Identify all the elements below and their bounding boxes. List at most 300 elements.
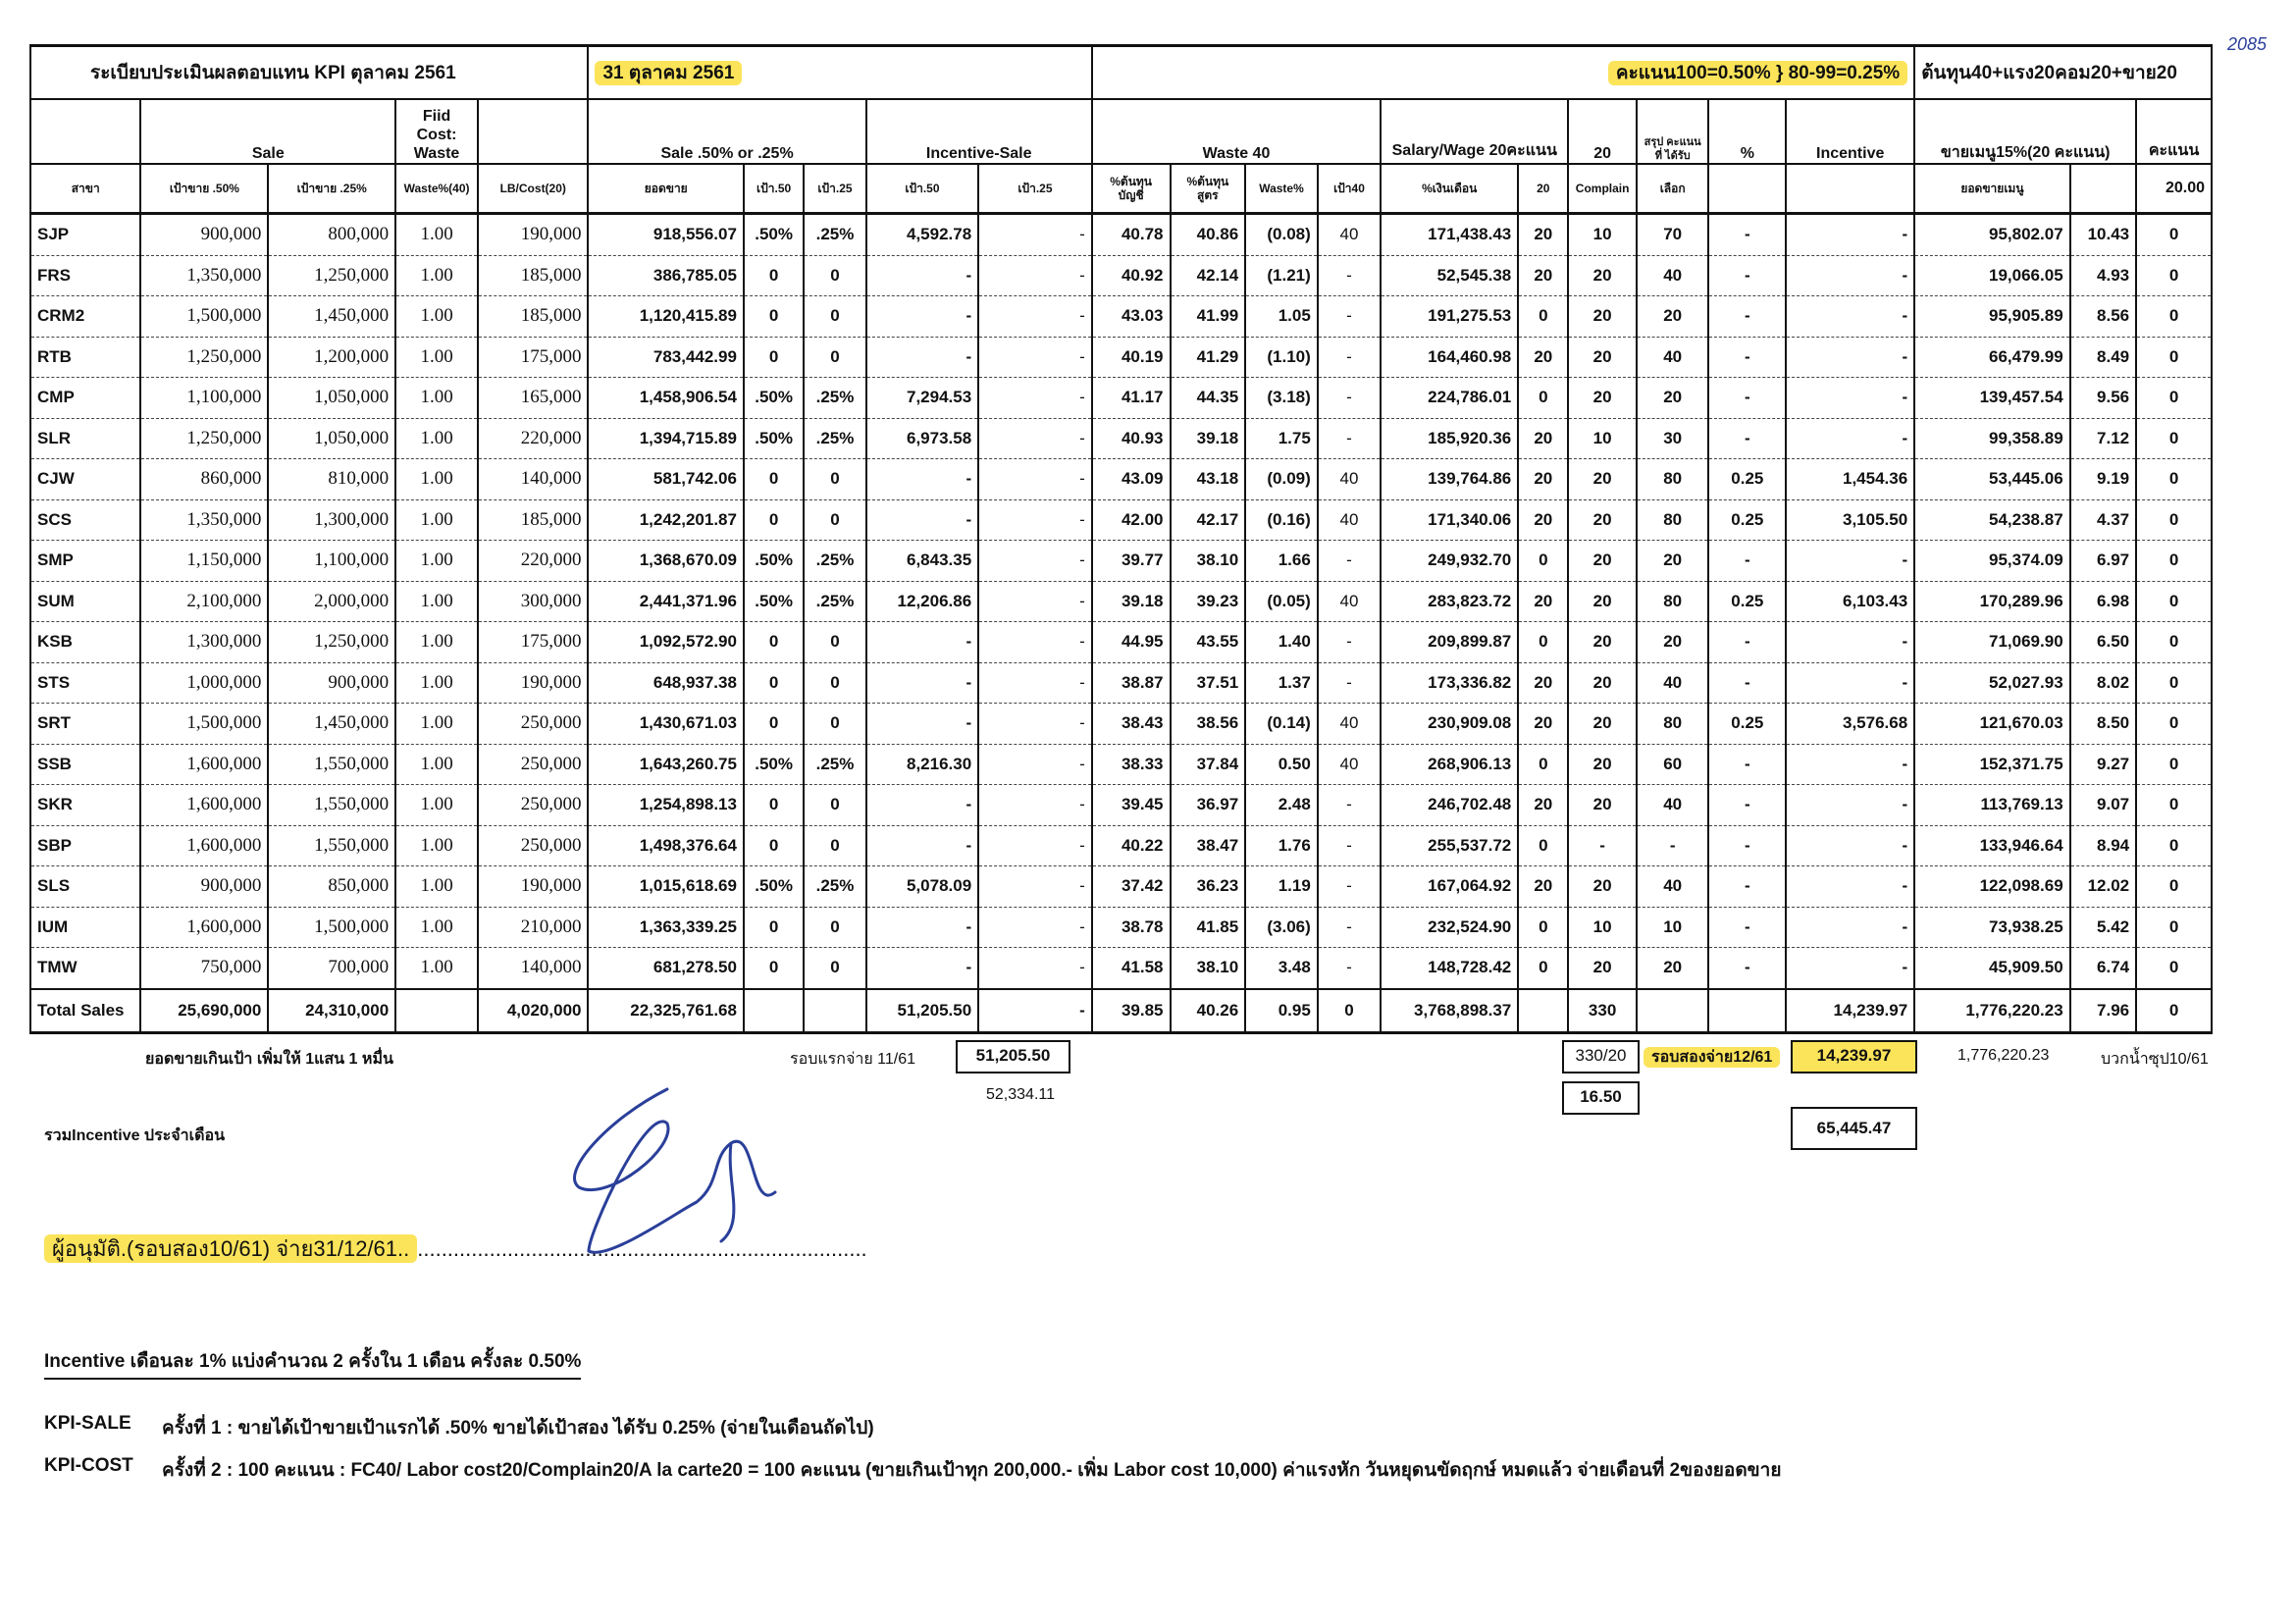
table-cell: 20 [1568, 704, 1637, 745]
table-cell: 152,371.75 [1914, 744, 2069, 785]
table-cell: - [866, 296, 979, 338]
branch-code: SSB [30, 744, 140, 785]
totals-cell: 39.85 [1092, 989, 1171, 1033]
table-cell: 0 [804, 825, 865, 866]
table-cell: 139,457.54 [1914, 378, 2069, 419]
table-cell: 95,905.89 [1914, 296, 2069, 338]
table-cell: - [978, 255, 1092, 296]
table-cell: 40.86 [1171, 214, 1246, 256]
weights: ต้นทุน40+แรง20คอม20+ขาย20 [1914, 46, 2212, 100]
table-cell: - [866, 459, 979, 500]
table-cell: - [1786, 948, 1914, 989]
totals-cell: 0.95 [1245, 989, 1318, 1033]
table-cell: - [1708, 622, 1786, 663]
table-cell: 40 [1637, 337, 1709, 378]
totals-cell: 40.26 [1171, 989, 1246, 1033]
table-cell: 2.48 [1245, 785, 1318, 826]
table-cell: .25% [804, 378, 865, 419]
table-cell: - [978, 296, 1092, 338]
table-cell: 38.78 [1092, 907, 1171, 948]
table-row [30, 581, 2212, 622]
table-cell: 42.17 [1171, 499, 1246, 541]
table-cell: 185,920.36 [1381, 418, 1518, 459]
table-cell: - [978, 907, 1092, 948]
table-cell: 750,000 [140, 948, 268, 989]
table-cell: .50% [744, 744, 804, 785]
branch-code: CMP [30, 378, 140, 419]
table-cell: - [978, 378, 1092, 419]
table-cell: 0 [744, 825, 804, 866]
table-cell: 1,450,000 [268, 704, 395, 745]
table-cell: 39.45 [1092, 785, 1171, 826]
table-cell: 171,340.06 [1381, 499, 1518, 541]
table-cell: 648,937.38 [588, 662, 743, 704]
table-cell: 12,206.86 [866, 581, 979, 622]
table-cell: 0 [744, 499, 804, 541]
totals-cell [1637, 989, 1709, 1033]
table-cell: 36.97 [1171, 785, 1246, 826]
table-cell: - [1708, 785, 1786, 826]
table-cell: - [1786, 744, 1914, 785]
table-cell: 40 [1637, 785, 1709, 826]
table-cell: (1.10) [1245, 337, 1318, 378]
table-row [30, 704, 2212, 745]
table-cell: 80 [1637, 581, 1709, 622]
table-cell: - [866, 704, 979, 745]
table-cell: 39.18 [1171, 418, 1246, 459]
table-cell: - [1318, 785, 1381, 826]
table-cell: 167,064.92 [1381, 866, 1518, 908]
table-cell: 80 [1637, 499, 1709, 541]
branch-code: SKR [30, 785, 140, 826]
table-cell: 0 [804, 907, 865, 948]
table-cell: .50% [744, 214, 804, 256]
table-cell: 1,300,000 [268, 499, 395, 541]
percent-header: % [1708, 99, 1786, 164]
table-cell: 190,000 [478, 214, 589, 256]
table-cell: 43.55 [1171, 622, 1246, 663]
table-cell: 0.25 [1708, 704, 1786, 745]
table-row [30, 825, 2212, 866]
table-cell: - [978, 622, 1092, 663]
table-cell: 1.00 [395, 825, 478, 866]
table-cell: - [1708, 825, 1786, 866]
table-cell: 1.00 [395, 662, 478, 704]
table-row [30, 866, 2212, 908]
table-cell: 20 [1568, 499, 1637, 541]
table-cell: 4.37 [2070, 499, 2136, 541]
table-cell: 0 [744, 459, 804, 500]
table-cell: 38.10 [1171, 541, 1246, 582]
table-row [30, 662, 2212, 704]
header-row-2 [30, 164, 2212, 214]
table-cell: 71,069.90 [1914, 622, 2069, 663]
table-cell: 1,250,000 [268, 622, 395, 663]
table-cell: - [1786, 337, 1914, 378]
table-cell: 12.02 [2070, 866, 2136, 908]
table-cell: - [1318, 255, 1381, 296]
table-cell: 9.07 [2070, 785, 2136, 826]
table-cell: 0 [2136, 785, 2212, 826]
table-cell: 1,363,339.25 [588, 907, 743, 948]
table-cell: 43.18 [1171, 459, 1246, 500]
table-row [30, 214, 2212, 256]
table-cell: 99,358.89 [1914, 418, 2069, 459]
table-cell: 40.78 [1092, 214, 1171, 256]
table-cell: .50% [744, 541, 804, 582]
table-cell: 20 [1518, 214, 1568, 256]
table-cell: 255,537.72 [1381, 825, 1518, 866]
table-cell: 39.23 [1171, 581, 1246, 622]
totals-row [30, 989, 2212, 1033]
totals-cell: 22,325,761.68 [588, 989, 743, 1033]
table-cell: - [978, 418, 1092, 459]
table-cell: - [1318, 337, 1381, 378]
kpi-sale-label: KPI-SALE [44, 1413, 131, 1434]
table-cell: - [978, 744, 1092, 785]
sale-group-header: Sale [140, 99, 395, 164]
table-cell: 9.27 [2070, 744, 2136, 785]
table-cell: .25% [804, 866, 865, 908]
table-cell: 0.25 [1708, 459, 1786, 500]
table-cell: 20 [1518, 418, 1568, 459]
table-cell: - [1318, 622, 1381, 663]
table-cell: 20 [1568, 541, 1637, 582]
table-cell: 4,592.78 [866, 214, 979, 256]
table-cell: - [1786, 866, 1914, 908]
table-cell: 783,442.99 [588, 337, 743, 378]
table-cell: 53,445.06 [1914, 459, 2069, 500]
table-cell: 250,000 [478, 744, 589, 785]
table-cell: 20 [1637, 541, 1709, 582]
table-row [30, 948, 2212, 989]
table-row [30, 744, 2212, 785]
table-cell: 810,000 [268, 459, 395, 500]
round2-label-cell [1644, 1045, 1780, 1070]
table-cell: 1.00 [395, 296, 478, 338]
table-cell: 185,000 [478, 499, 589, 541]
table-cell: 1,050,000 [268, 418, 395, 459]
salary-header: Salary/Wage 20คะแนน [1381, 99, 1568, 164]
table-cell: 0 [744, 337, 804, 378]
table-cell: 36.23 [1171, 866, 1246, 908]
incentive-sale-header: Incentive-Sale [866, 99, 1092, 164]
table-cell: 0 [1518, 541, 1568, 582]
table-cell: .50% [744, 866, 804, 908]
totals-cell: 4,020,000 [478, 989, 589, 1033]
table-cell: 20 [1568, 459, 1637, 500]
table-cell: 39.18 [1092, 581, 1171, 622]
table-cell: 1,100,000 [268, 541, 395, 582]
round1-label: รอบแรกจ่าย 11/61 [790, 1051, 915, 1068]
table-cell: 0 [2136, 418, 2212, 459]
table-row [30, 499, 2212, 541]
table-cell: 20 [1637, 296, 1709, 338]
round1-value: 51,205.50 [956, 1040, 1070, 1073]
table-cell: 1,394,715.89 [588, 418, 743, 459]
table-cell: 0.50 [1245, 744, 1318, 785]
table-cell: (0.09) [1245, 459, 1318, 500]
table-cell: 1,150,000 [140, 541, 268, 582]
corner-mark: 2085 [2227, 34, 2268, 54]
table-cell: 37.42 [1092, 866, 1171, 908]
table-cell: 0 [744, 662, 804, 704]
table-cell: 0 [2136, 622, 2212, 663]
table-cell: 1,200,000 [268, 337, 395, 378]
table-cell: - [1708, 866, 1786, 908]
col-header-17: เลือก [1637, 164, 1709, 214]
table-cell: - [1318, 418, 1381, 459]
table-cell: - [1786, 622, 1914, 663]
table-cell: 185,000 [478, 296, 589, 338]
table-cell: - [1318, 662, 1381, 704]
branch-code: SBP [30, 825, 140, 866]
fiid-header: Fiid Cost: Waste [395, 99, 478, 164]
branch-code: SUM [30, 581, 140, 622]
table-cell: 6.74 [2070, 948, 2136, 989]
table-cell: 20 [1518, 785, 1568, 826]
table-cell: - [1708, 337, 1786, 378]
table-cell: 40 [1637, 662, 1709, 704]
table-cell: 0 [2136, 214, 2212, 256]
table-cell: - [866, 255, 979, 296]
col-header-15: 20 [1518, 164, 1568, 214]
table-cell: 1.76 [1245, 825, 1318, 866]
table-cell: 1,454.36 [1786, 459, 1914, 500]
table-cell: 0 [804, 622, 865, 663]
table-cell: 0 [2136, 704, 2212, 745]
table-cell: 1,000,000 [140, 662, 268, 704]
table-cell: 0 [804, 704, 865, 745]
table-cell: 0 [804, 785, 865, 826]
table-row [30, 907, 2212, 948]
table-cell: 113,769.13 [1914, 785, 2069, 826]
table-cell: 0 [744, 907, 804, 948]
table-cell: 5,078.09 [866, 866, 979, 908]
table-cell: 38.10 [1171, 948, 1246, 989]
table-cell: 20 [1637, 948, 1709, 989]
table-cell: 0 [2136, 541, 2212, 582]
table-cell: (0.14) [1245, 704, 1318, 745]
branch-code: FRS [30, 255, 140, 296]
table-cell: 0 [744, 785, 804, 826]
table-cell: 1.19 [1245, 866, 1318, 908]
table-cell: - [1786, 662, 1914, 704]
table-cell: 250,000 [478, 704, 589, 745]
table-cell: 43.09 [1092, 459, 1171, 500]
table-cell: 43.03 [1092, 296, 1171, 338]
table-cell: - [978, 581, 1092, 622]
table-cell: 1,250,000 [140, 418, 268, 459]
table-cell: 386,785.05 [588, 255, 743, 296]
report-date-cell [588, 46, 1091, 100]
table-cell: 8.94 [2070, 825, 2136, 866]
col-header-3: Waste%(40) [395, 164, 478, 214]
table-cell: 20 [1568, 296, 1637, 338]
table-cell: 170,289.96 [1914, 581, 2069, 622]
branch-code: CRM2 [30, 296, 140, 338]
table-cell: .25% [804, 214, 865, 256]
table-cell: 0 [1518, 744, 1568, 785]
table-cell: - [978, 459, 1092, 500]
table-cell: 1,430,671.03 [588, 704, 743, 745]
table-cell: 40.93 [1092, 418, 1171, 459]
table-cell: 1.00 [395, 541, 478, 582]
table-cell: 1.00 [395, 866, 478, 908]
col-header-6: เป้า.50 [744, 164, 804, 214]
table-cell: 9.19 [2070, 459, 2136, 500]
table-cell: 190,000 [478, 662, 589, 704]
table-cell: 900,000 [268, 662, 395, 704]
table-cell: - [1786, 214, 1914, 256]
table-cell: 191,275.53 [1381, 296, 1518, 338]
table-cell: 0 [804, 255, 865, 296]
table-cell: 40 [1318, 459, 1381, 500]
table-cell: 38.87 [1092, 662, 1171, 704]
table-cell: - [1318, 296, 1381, 338]
table-cell: 95,374.09 [1914, 541, 2069, 582]
branch-code: SLR [30, 418, 140, 459]
table-cell: 1,350,000 [140, 499, 268, 541]
kpi-table [29, 44, 2213, 1034]
table-cell: 0 [804, 337, 865, 378]
title-row [30, 46, 2212, 100]
table-cell: 0.25 [1708, 499, 1786, 541]
table-row [30, 418, 2212, 459]
table-cell: 300,000 [478, 581, 589, 622]
table-cell: 1,242,201.87 [588, 499, 743, 541]
table-cell: 40 [1318, 581, 1381, 622]
col-header-1: เป้าขาย .50% [140, 164, 268, 214]
table-cell: 1,450,000 [268, 296, 395, 338]
totals-cell: 14,239.97 [1786, 989, 1914, 1033]
table-row [30, 459, 2212, 500]
table-cell: 20 [1568, 622, 1637, 663]
table-cell: 0 [2136, 825, 2212, 866]
table-cell: 173,336.82 [1381, 662, 1518, 704]
table-cell: 1.40 [1245, 622, 1318, 663]
branch-code: IUM [30, 907, 140, 948]
table-cell: - [1708, 378, 1786, 419]
table-cell: 41.99 [1171, 296, 1246, 338]
table-cell: 1,368,670.09 [588, 541, 743, 582]
table-cell: - [1708, 296, 1786, 338]
table-cell: 220,000 [478, 541, 589, 582]
table-cell: 20 [1637, 622, 1709, 663]
table-cell: 1,458,906.54 [588, 378, 743, 419]
table-cell: 8.49 [2070, 337, 2136, 378]
table-cell: 0.25 [1708, 581, 1786, 622]
table-cell: 140,000 [478, 459, 589, 500]
kpi-sale-text: ครั้งที่ 1 : ขายได้เป้าขายเป้าแรกได้ .50% ขายได้เป้าสอง ได้รับ 0.25% (จ่ายในเดือนถัดไป) [162, 1418, 874, 1439]
table-cell: 0 [2136, 337, 2212, 378]
table-cell: 52,545.38 [1381, 255, 1518, 296]
totals-cell: - [978, 989, 1092, 1033]
branch-code: SRT [30, 704, 140, 745]
round2-value: 14,239.97 [1791, 1040, 1917, 1073]
table-cell: 20 [1568, 581, 1637, 622]
col-header-10: %ต้นทุน บัญชี [1092, 164, 1171, 214]
table-cell: 44.35 [1171, 378, 1246, 419]
table-cell: 1,643,260.75 [588, 744, 743, 785]
table-cell: 249,932.70 [1381, 541, 1518, 582]
table-cell: 0 [744, 948, 804, 989]
round2-label: รอบสองจ่าย12/61 [1644, 1047, 1780, 1068]
col-header-16: Complain [1568, 164, 1637, 214]
table-cell: - [1708, 214, 1786, 256]
incentive-note: Incentive เดือนละ 1% แบ่งคำนวณ 2 ครั้งใน 1 เดือน ครั้งละ 0.50% [44, 1346, 581, 1380]
table-cell: 1,100,000 [140, 378, 268, 419]
table-cell: 3,105.50 [1786, 499, 1914, 541]
table-cell: 3.48 [1245, 948, 1318, 989]
table-cell: - [1568, 825, 1637, 866]
table-cell: 2,441,371.96 [588, 581, 743, 622]
table-cell: 1,350,000 [140, 255, 268, 296]
menu-header: ขายเมนู15%(20 คะแนน) [1914, 99, 2136, 164]
table-cell: 40.19 [1092, 337, 1171, 378]
monthly-total: 65,445.47 [1791, 1107, 1917, 1150]
table-cell: - [1708, 418, 1786, 459]
table-cell: 0 [2136, 907, 2212, 948]
table-cell: 1,120,415.89 [588, 296, 743, 338]
score-rule: คะแนน100=0.50% } 80-99=0.25% [1608, 61, 1907, 85]
table-cell: 581,742.06 [588, 459, 743, 500]
table-cell: 283,823.72 [1381, 581, 1518, 622]
table-cell: - [1786, 418, 1914, 459]
table-cell: 0 [804, 662, 865, 704]
branch-code: SLS [30, 866, 140, 908]
table-cell: - [1786, 785, 1914, 826]
table-cell: 20 [1518, 337, 1568, 378]
totals-cell: 0 [2136, 989, 2212, 1033]
table-cell: - [1786, 541, 1914, 582]
totals-cell: 330 [1568, 989, 1637, 1033]
table-cell: 95,802.07 [1914, 214, 2069, 256]
table-cell: 7,294.53 [866, 378, 979, 419]
table-cell: (1.21) [1245, 255, 1318, 296]
table-cell: - [1318, 907, 1381, 948]
totals-cell [744, 989, 804, 1033]
table-cell: 800,000 [268, 214, 395, 256]
table-cell: 1,254,898.13 [588, 785, 743, 826]
table-cell: 41.58 [1092, 948, 1171, 989]
table-cell: - [978, 825, 1092, 866]
table-cell: 1.00 [395, 744, 478, 785]
table-cell: 1,500,000 [140, 704, 268, 745]
table-cell: 37.84 [1171, 744, 1246, 785]
table-cell: 5.42 [2070, 907, 2136, 948]
table-cell: 1,300,000 [140, 622, 268, 663]
table-cell: 1.00 [395, 622, 478, 663]
table-cell: 38.43 [1092, 704, 1171, 745]
totals-cell [395, 989, 478, 1033]
table-cell: 0 [1518, 378, 1568, 419]
table-cell: .50% [744, 378, 804, 419]
totals-cell: 1,776,220.23 [1914, 989, 2069, 1033]
table-cell: 1,500,000 [140, 296, 268, 338]
table-cell: - [866, 622, 979, 663]
table-cell: 0 [2136, 581, 2212, 622]
table-cell: - [1318, 948, 1381, 989]
branch-code: RTB [30, 337, 140, 378]
table-cell: 220,000 [478, 418, 589, 459]
table-cell: .50% [744, 581, 804, 622]
totals-cell [1708, 989, 1786, 1033]
round1-sub: 52,334.11 [986, 1086, 1055, 1103]
table-cell: 1,600,000 [140, 907, 268, 948]
table-cell: 0 [2136, 866, 2212, 908]
table-cell: 20 [1518, 581, 1568, 622]
